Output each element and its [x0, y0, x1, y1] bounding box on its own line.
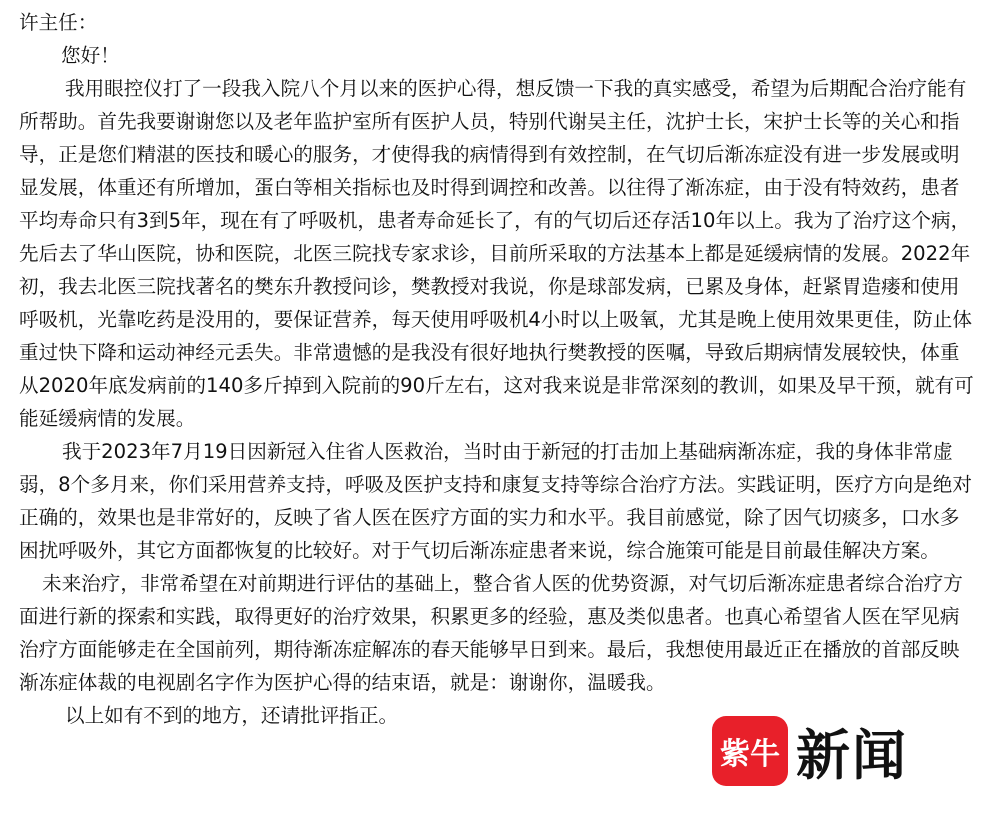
- letter-body: [19, 6, 979, 732]
- news-watermark: [712, 716, 960, 786]
- letter-paragraph-3: 未来治疗，非常希望在对前期进行评估的基础上，整合省人医的优势资源，对气切后渐冻症患者综合治疗方面进行新的探索和实践，取得更好的治疗效果，积累更多的经验，惠及类似患者。也真心希望省人医在罕见病治疗方面能够走在全国前列，期待渐冻症解冻的春天能够早日到来。最后，我想使用最近正在播放的首部反映渐冻症体裁的电视剧名字作为医护心得的结束语，就是：谢谢你，温暖我。: [19, 572, 963, 694]
- watermark-text: 新闻: [796, 722, 908, 787]
- letter-salutation: 您好！: [61, 44, 120, 67]
- letter-greeting: 许主任：: [19, 11, 98, 34]
- letter-paragraph-2: 我于2023年7月19日因新冠入住省人医救治，当时由于新冠的打击加上基础病渐冻症，我的身体非常虚弱，8个多月来，你们采用营养支持，呼吸及医护支持和康复支持等综合治疗方法。实践证明，医疗方向是绝对正确的，效果也是非常好的，反映了省人医在医疗方面的实力和水平。我目前感觉，除了因气切痰多，口水多困扰呼吸外，其它方面都恢复的比较好。对于气切后渐冻症患者来说，综合施策可能是目前最佳解决方案。: [19, 440, 972, 562]
- letter-paragraph-1: 我用眼控仪打了一段我入院八个月以来的医护心得，想反馈一下我的真实感受，希望为后期配合治疗能有所帮助。首先我要谢谢您以及老年监护室所有医护人员，特别代谢吴主任，沈护士长，宋护士长等的关心和指导，正是您们精湛的医技和暖心的服务，才使得我的病情得到有效控制，在气切后渐冻症没有进一步发展或明显发展，体重还有所增加，蛋白等相关指标也及时得到调控和改善。以往得了渐冻症，由于没有特效药，患者平均寿命只有3到5年，现在有了呼吸机，患者寿命延长了，有的气切后还存活10年以上。我为了治疗这个病，先后去了华山医院，协和医院，北医三院找专家求诊，目前所采取的方法基本上都是延缓病情的发展。2022年初，我去北医三院找著名的樊东升教授问诊，樊教授对我说，你是球部发病，已累及身体，赶紧胃造瘘和使用呼吸机，光靠吃药是没用的，要保证营养，每天使用呼吸机4小时以上吸氧，尤其是晚上使用效果更佳，防止体重过快下降和运动神经元丢失。非常遗憾的是我没有很好地执行樊教授的医嘱，导致后期病情发展较快，体重从2020年底发病前的140多斤掉到入院前的90斤左右，这对我来说是非常深刻的教训，如果及早干预，就有可能延缓病情的发展。: [19, 77, 974, 430]
- ziniu-logo-icon: 紫牛: [712, 716, 788, 786]
- letter-closing: 以上如有不到的地方，还请批评指正。: [65, 704, 399, 727]
